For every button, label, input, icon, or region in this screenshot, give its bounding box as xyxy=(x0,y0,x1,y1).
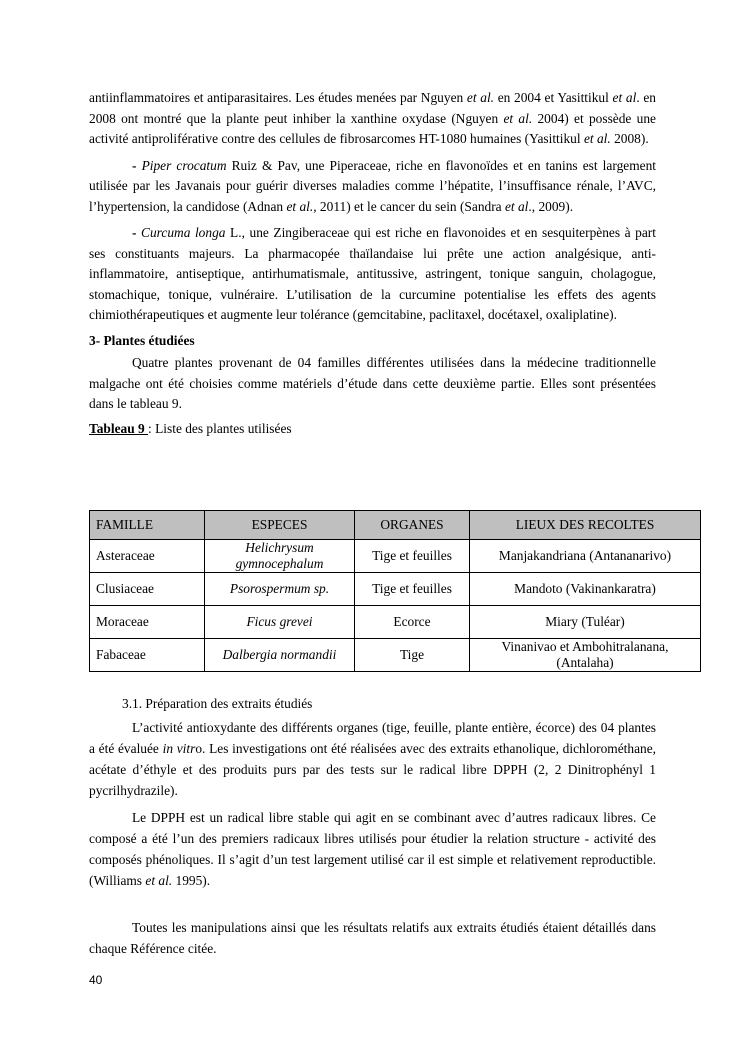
header-famille: FAMILLE xyxy=(90,511,205,540)
page-number: 40 xyxy=(89,973,103,987)
cell-organe: Tige xyxy=(355,639,470,672)
text-run: ., 2009). xyxy=(528,198,574,214)
table-row xyxy=(90,639,701,672)
italic-run: in vitr xyxy=(162,741,196,756)
cell-espece: Ficus grevei xyxy=(205,606,355,639)
plants-table xyxy=(89,510,701,672)
header-especes: ESPECES xyxy=(205,511,355,540)
cell-espece: Helichrysum gymnocephalum xyxy=(205,540,355,573)
table-caption-text: : Liste des plantes utilisées xyxy=(148,420,292,436)
paragraph-piper-crocatum xyxy=(89,156,656,218)
text-run: 1995). xyxy=(172,873,211,888)
cell-lieu: Manjakandriana (Antananarivo) xyxy=(470,540,701,573)
paragraph-curcuma-longa xyxy=(89,223,656,326)
table-row xyxy=(90,606,701,639)
cell-espece: Psorospermum sp. xyxy=(205,573,355,606)
header-organes: ORGANES xyxy=(355,511,470,540)
cell-famille: Moraceae xyxy=(90,606,205,639)
text-run: o. Les investigations ont été réalisées avec des extraits ethanolique, dichlorométhane, acétate d’éthyle et des produits purs par des tests sur le radical libre DPPH (2, 2 Dinitrophényl 1 pycrilhydrazile). xyxy=(89,741,656,798)
cell-lieu: Vinanivao et Ambohitralanana, (Antalaha) xyxy=(470,639,701,672)
text-run: 2004) et possède une activité antiproliférative contre des cellules de fibrosarcomes HT-1080 humaines (Yasittikul xyxy=(89,110,656,146)
italic-run: et al., xyxy=(286,198,317,214)
cell-lieu: Miary (Tuléar) xyxy=(470,606,701,639)
section-intro: Quatre plantes provenant de 04 familles différentes utilisées dans la médecine traditionnelle malgache ont été choisies comme matériels d’étude dans cette deuxième partie. Elles sont présentées dans le tableau 9. xyxy=(89,355,656,411)
body-text-upper xyxy=(89,88,656,439)
paragraph-nguyen xyxy=(89,88,656,150)
text-run: . en 2008 ont montré que la plante peut inhiber la xanthine oxydase (Nguyen xyxy=(89,90,656,126)
text-run: antiinflammatoires et antiparasitaires. Les études menées par Nguyen xyxy=(89,90,467,105)
dash: - xyxy=(132,225,142,240)
paragraph-activite-antioxydante xyxy=(89,717,656,801)
cell-espece: Dalbergia normandii xyxy=(205,639,355,672)
text-run: Ruiz & Pav, une Piperaceae, riche en flavonoïdes et en tanins est largement utilisée par les Javanais pour guérir diverses maladies comme l’hépatite, l’insuffisance rénale, l’AVC, l’hypertension, la candidose (Adnan xyxy=(89,157,656,214)
cell-organe: Tige et feuilles xyxy=(355,540,470,573)
italic-run: et al. xyxy=(466,90,495,105)
cell-famille: Asteraceae xyxy=(90,540,205,573)
species-name: Piper crocatum xyxy=(141,157,227,173)
text-run: L., une Zingiberaceae qui est riche en flavonoides et en sesquiterpènes à part ses constituants majeurs. La pharmacopée thaïlandaise lui prête une action analgésique, anti-inflammatoire, antiseptique, antirhumatismale, antitussive, astringent, tonique sanguin, cholagogue, stomachique, tonique, vulnéraire. L’utilisation de la curcumine potentialise les effets des agents chimiothérapeutiques et augmente leur tolérance (gemcitabine, paclitaxel, docétaxel, oxaliplatine). xyxy=(89,225,656,322)
header-lieux: LIEUX DES RECOLTES xyxy=(470,511,701,540)
table-row xyxy=(90,540,701,573)
text-run: en 2004 et Yasittikul xyxy=(494,90,613,105)
section-heading: 3- Plantes étudiées xyxy=(89,332,195,348)
italic-run: et al. xyxy=(503,110,533,126)
italic-run: et al xyxy=(612,90,637,105)
italic-run: et al. xyxy=(583,131,611,146)
text-run: Le DPPH est un radical libre stable qui agit en se combinant avec d’autres radicaux libres. Ce composé a été l’un des premiers radicaux libres utilisés pour étudier la relation structure - activité des composés phénoliques. Il s’agit d’un test largement utilisé car il est simple et relativement reproductible. (Williams xyxy=(89,810,656,888)
body-text-lower xyxy=(89,693,656,959)
paragraph-dpph xyxy=(89,807,656,891)
table-header-row xyxy=(90,511,701,540)
cell-famille: Fabaceae xyxy=(90,639,205,672)
italic-run: et al xyxy=(504,198,529,214)
cell-famille: Clusiaceae xyxy=(90,573,205,606)
dash: - xyxy=(132,157,142,173)
text-run: 2011) et le cancer du sein (Sandra xyxy=(316,198,505,214)
table-caption xyxy=(89,419,656,440)
subsection-heading: 3.1. Préparation des extraits étudiés xyxy=(122,696,313,711)
cell-lieu: Mandoto (Vakinankaratra) xyxy=(470,573,701,606)
text-run: L’activité antioxydante des différents organes (tige, feuille, plante entière, écorce) des 04 plantes a été évaluée xyxy=(89,720,656,756)
paragraph-manipulations: Toutes les manipulations ainsi que les résultats relatifs aux extraits étudiés étaient détaillés dans chaque Référence citée. xyxy=(89,920,656,956)
italic-run: et al. xyxy=(145,873,173,888)
cell-organe: Tige et feuilles xyxy=(355,573,470,606)
cell-organe: Ecorce xyxy=(355,606,470,639)
text-run: 2008). xyxy=(610,131,649,146)
spacer xyxy=(89,891,656,911)
species-name: Curcuma longa xyxy=(141,225,226,240)
table-row xyxy=(90,573,701,606)
table-caption-label: Tableau 9 xyxy=(89,420,149,436)
